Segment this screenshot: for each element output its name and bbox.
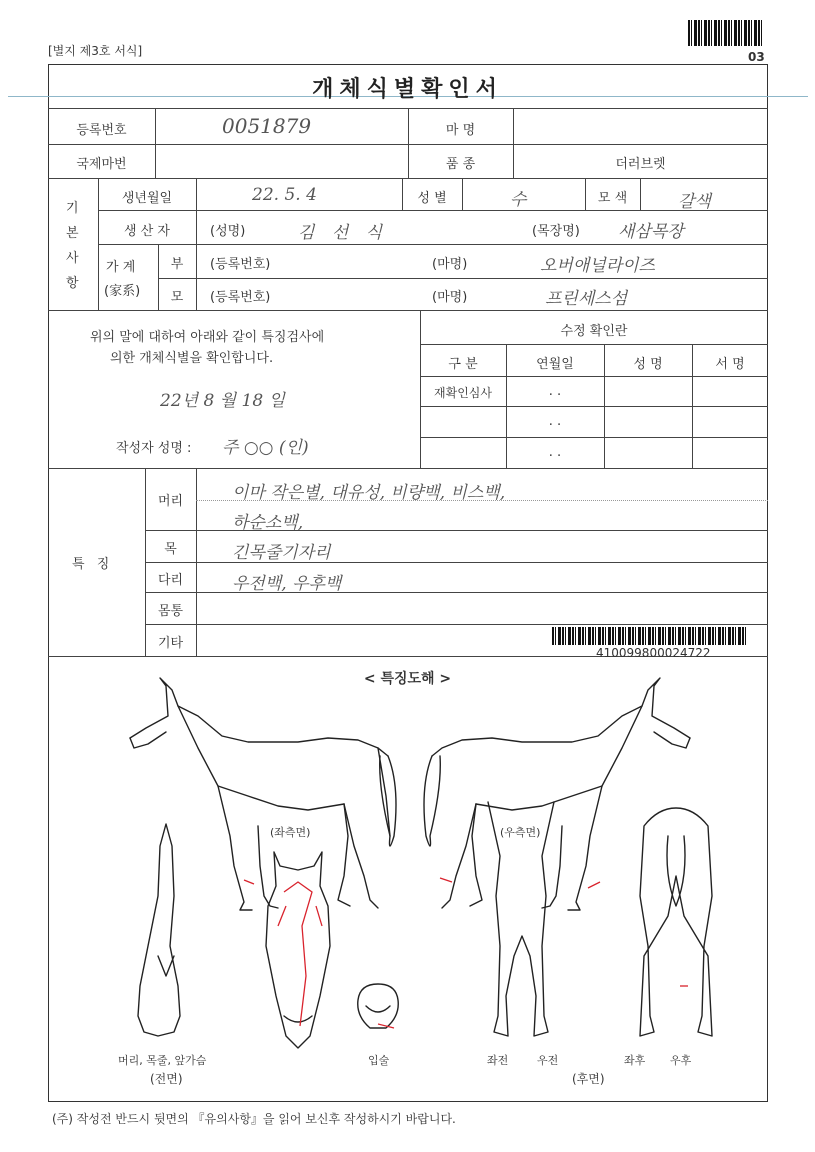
row1-type: 재확인심사 bbox=[434, 386, 492, 400]
neck-label: 목 bbox=[164, 542, 177, 557]
col-header-date: 연월일 bbox=[536, 357, 574, 372]
pedigree-label-hanja: (家系) bbox=[104, 284, 141, 299]
row1-date: . . bbox=[548, 384, 562, 399]
basic-char-1: 기 bbox=[66, 201, 79, 216]
head-label: 머리 bbox=[157, 494, 184, 509]
lip-view bbox=[358, 984, 399, 1028]
barcode-number: 410099800024722 bbox=[596, 646, 711, 660]
diagram-title: < 특징도해 > bbox=[363, 671, 452, 687]
right-hind-label: 우후 bbox=[670, 1054, 692, 1067]
statement-line-2: 의한 개체식별을 확인합니다. bbox=[110, 351, 274, 366]
confirm-date: 22년 8 월 18 일 bbox=[160, 391, 285, 411]
horse-name-label: 마 명 bbox=[445, 123, 476, 138]
coat-label: 모 색 bbox=[597, 191, 628, 206]
row3-date: . . bbox=[548, 445, 562, 460]
sire-reg-label: (등록번호) bbox=[210, 257, 271, 272]
basic-char-3: 사 bbox=[66, 251, 79, 266]
sire-name-label: (마명) bbox=[432, 257, 468, 272]
basic-char-4: 항 bbox=[66, 276, 79, 291]
left-side-label: (좌측면) bbox=[270, 826, 311, 839]
marking-annotations bbox=[244, 878, 688, 1028]
dam-name-value: 프린세스섬 bbox=[545, 289, 628, 309]
coat-value: 갈색 bbox=[678, 192, 711, 212]
reg-no-label: 등록번호 bbox=[76, 123, 127, 138]
head-value-2: 하순소백, bbox=[232, 513, 304, 533]
basic-char-2: 본 bbox=[66, 226, 79, 241]
neck-value: 긴목줄기자리 bbox=[232, 543, 331, 563]
breed-value: 더러브렛 bbox=[615, 157, 666, 172]
col-header-name: 성 명 bbox=[633, 357, 663, 372]
col-header-type: 구 분 bbox=[448, 357, 478, 372]
dam-reg-label: (등록번호) bbox=[210, 290, 271, 305]
sire-label: 부 bbox=[170, 257, 184, 272]
footer-note: (주) 작성전 반드시 뒷면의 『유의사항』을 읽어 보신후 작성하시기 바랍니다. bbox=[52, 1112, 456, 1126]
chest-label: 머리, 목줄, 앞가슴 bbox=[118, 1054, 207, 1067]
dam-name-label: (마명) bbox=[432, 290, 468, 305]
left-leg-mark bbox=[244, 880, 254, 884]
left-side-horse bbox=[130, 678, 396, 910]
farm-label: (목장명) bbox=[532, 224, 580, 239]
right-fore-mark bbox=[440, 878, 452, 882]
left-hind-label: 좌후 bbox=[624, 1054, 646, 1067]
form-barcode bbox=[552, 627, 748, 645]
right-side-horse bbox=[424, 678, 690, 910]
right-fore-label: 우전 bbox=[537, 1054, 559, 1067]
birth-value: 22. 5. 4 bbox=[252, 185, 317, 205]
breed-label: 품 종 bbox=[445, 157, 476, 172]
lip-label: 입술 bbox=[368, 1054, 390, 1067]
page-title: 개체식별확인서 bbox=[312, 77, 503, 102]
left-fore-label: 좌전 bbox=[487, 1054, 509, 1067]
top-barcode bbox=[688, 20, 764, 46]
legs-label: 다리 bbox=[157, 573, 184, 588]
page-code: 03 bbox=[748, 50, 765, 64]
feature-diagram bbox=[48, 656, 768, 1102]
form-label: [별지 제3호 서식] bbox=[48, 44, 143, 58]
collection-title: 수정 확인란 bbox=[560, 324, 628, 339]
farm-value: 새삼목장 bbox=[618, 222, 684, 242]
rear-label: (후면) bbox=[572, 1072, 605, 1086]
pedigree-label: 가 계 bbox=[106, 260, 136, 275]
front-chest-view bbox=[138, 824, 180, 1036]
breeder-name-value: 김 선 식 bbox=[298, 223, 389, 243]
body-label: 몸통 bbox=[157, 604, 184, 619]
birth-label: 생년월일 bbox=[121, 191, 173, 206]
reg-no-value: 0051879 bbox=[222, 114, 312, 138]
features-label: 특 징 bbox=[72, 557, 114, 572]
breeder-name-label: (성명) bbox=[210, 224, 246, 239]
author-label: 작성자 성명 : bbox=[116, 441, 192, 456]
other-label: 기타 bbox=[157, 636, 184, 651]
col-header-sign: 서 명 bbox=[715, 357, 745, 372]
dam-label: 모 bbox=[170, 290, 184, 305]
statement-line-1: 위의 말에 대하여 아래와 같이 특징검사에 bbox=[90, 330, 325, 345]
blaze-mark bbox=[284, 882, 312, 1026]
hind-view bbox=[640, 808, 712, 1036]
right-hind-mark bbox=[588, 882, 600, 888]
front-label: (전면) bbox=[150, 1072, 183, 1086]
sex-value: 수 bbox=[510, 190, 527, 210]
sire-name-value: 오버애널라이즈 bbox=[540, 256, 655, 276]
face-mark bbox=[278, 906, 322, 926]
right-side-label: (우측면) bbox=[500, 826, 541, 839]
sex-label: 성 별 bbox=[417, 191, 447, 206]
row2-date: . . bbox=[548, 414, 562, 429]
author-value: 주 ○○ (인) bbox=[222, 438, 309, 458]
intl-no-label: 국제마번 bbox=[76, 157, 127, 172]
head-value-1: 이마 작은별, 대유성, 비량백, 비스백, bbox=[232, 483, 506, 503]
breeder-label: 생 산 자 bbox=[124, 224, 170, 239]
legs-value: 우전백, 우후백 bbox=[232, 574, 342, 594]
